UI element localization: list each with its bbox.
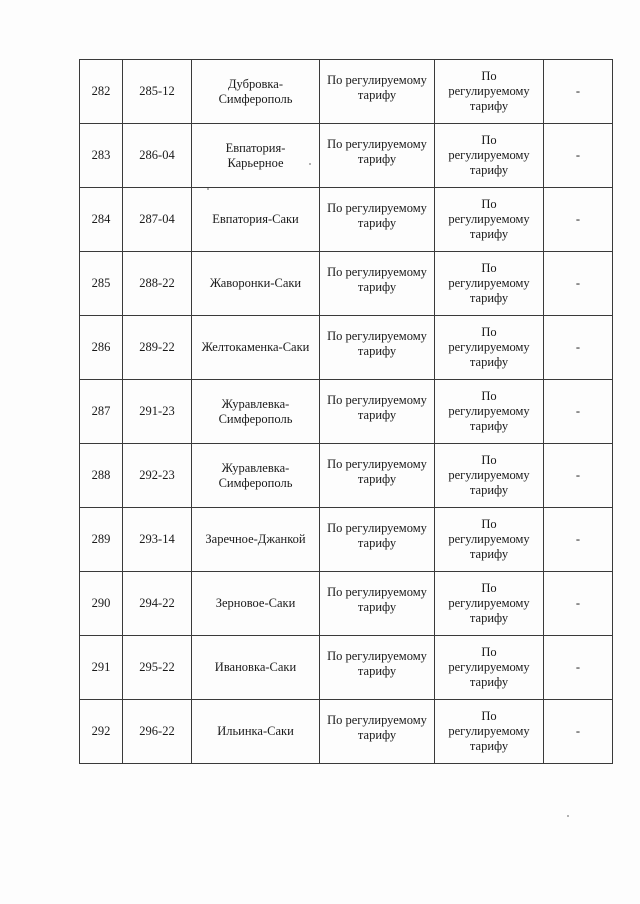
route-name-cell: Дубровка- Симферополь [192,60,320,124]
route-code-cell: 296-22 [123,700,192,764]
row-number-cell: 290 [80,572,123,636]
route-code-cell: 287-04 [123,188,192,252]
tariff-cell: По регулируемому тарифу [435,508,544,572]
table-row [80,124,613,188]
table-row [80,636,613,700]
carriage-type-cell: По регулируемому тарифу [320,124,435,188]
table-row [80,380,613,444]
row-number-cell: 284 [80,188,123,252]
extra-cell: - [544,316,613,380]
tariff-cell: По регулируемому тарифу [435,700,544,764]
tariff-cell: По регулируемому тарифу [435,60,544,124]
table-row [80,572,613,636]
carriage-type-cell: По регулируемому тарифу [320,636,435,700]
table-row [80,700,613,764]
route-code-cell: 295-22 [123,636,192,700]
extra-cell: - [544,700,613,764]
route-code-cell: 289-22 [123,316,192,380]
row-number-cell: 289 [80,508,123,572]
carriage-type-cell: По регулируемому тарифу [320,508,435,572]
table-row [80,316,613,380]
extra-cell: - [544,508,613,572]
table-row [80,508,613,572]
carriage-type-cell: По регулируемому тарифу [320,316,435,380]
route-name-cell: Журавлевка- Симферополь [192,444,320,508]
row-number-cell: 292 [80,700,123,764]
carriage-type-cell: По регулируемому тарифу [320,252,435,316]
extra-cell: - [544,124,613,188]
carriage-type-cell: По регулируемому тарифу [320,572,435,636]
row-number-cell: 283 [80,124,123,188]
row-number-cell: 291 [80,636,123,700]
tariff-cell: По регулируемому тарифу [435,124,544,188]
route-code-cell: 288-22 [123,252,192,316]
route-code-cell: 294-22 [123,572,192,636]
route-name-cell: Евпатория- Карьерное [192,124,320,188]
tariff-cell: По регулируемому тарифу [435,188,544,252]
route-name-cell: Зерновое-Саки [192,572,320,636]
table-row [80,188,613,252]
route-code-cell: 285-12 [123,60,192,124]
table-row [80,60,613,124]
extra-cell: - [544,380,613,444]
route-name-cell: Заречное-Джанкой [192,508,320,572]
route-code-cell: 292-23 [123,444,192,508]
tariff-cell: По регулируемому тарифу [435,380,544,444]
carriage-type-cell: По регулируемому тарифу [320,380,435,444]
carriage-type-cell: По регулируемому тарифу [320,60,435,124]
carriage-type-cell: По регулируемому тарифу [320,188,435,252]
extra-cell: - [544,60,613,124]
extra-cell: - [544,444,613,508]
extra-cell: - [544,188,613,252]
table-row [80,444,613,508]
routes-table [79,59,613,764]
tariff-cell: По регулируемому тарифу [435,316,544,380]
carriage-type-cell: По регулируемому тарифу [320,700,435,764]
row-number-cell: 282 [80,60,123,124]
extra-cell: - [544,572,613,636]
carriage-type-cell: По регулируемому тарифу [320,444,435,508]
extra-cell: - [544,252,613,316]
routes-table-body [80,60,613,764]
route-name-cell: Журавлевка- Симферополь [192,380,320,444]
tariff-cell: По регулируемому тарифу [435,636,544,700]
tariff-cell: По регулируемому тарифу [435,444,544,508]
extra-cell: - [544,636,613,700]
row-number-cell: 286 [80,316,123,380]
route-name-cell: Жаворонки-Саки [192,252,320,316]
tariff-cell: По регулируемому тарифу [435,572,544,636]
tariff-cell: По регулируемому тарифу [435,252,544,316]
route-name-cell: Ивановка-Саки [192,636,320,700]
row-number-cell: 287 [80,380,123,444]
route-code-cell: 286-04 [123,124,192,188]
row-number-cell: 285 [80,252,123,316]
route-name-cell: Евпатория-Саки [192,188,320,252]
route-code-cell: 293-14 [123,508,192,572]
route-name-cell: Ильинка-Саки [192,700,320,764]
row-number-cell: 288 [80,444,123,508]
table-row [80,252,613,316]
route-name-cell: Желтокаменка-Саки [192,316,320,380]
route-code-cell: 291-23 [123,380,192,444]
